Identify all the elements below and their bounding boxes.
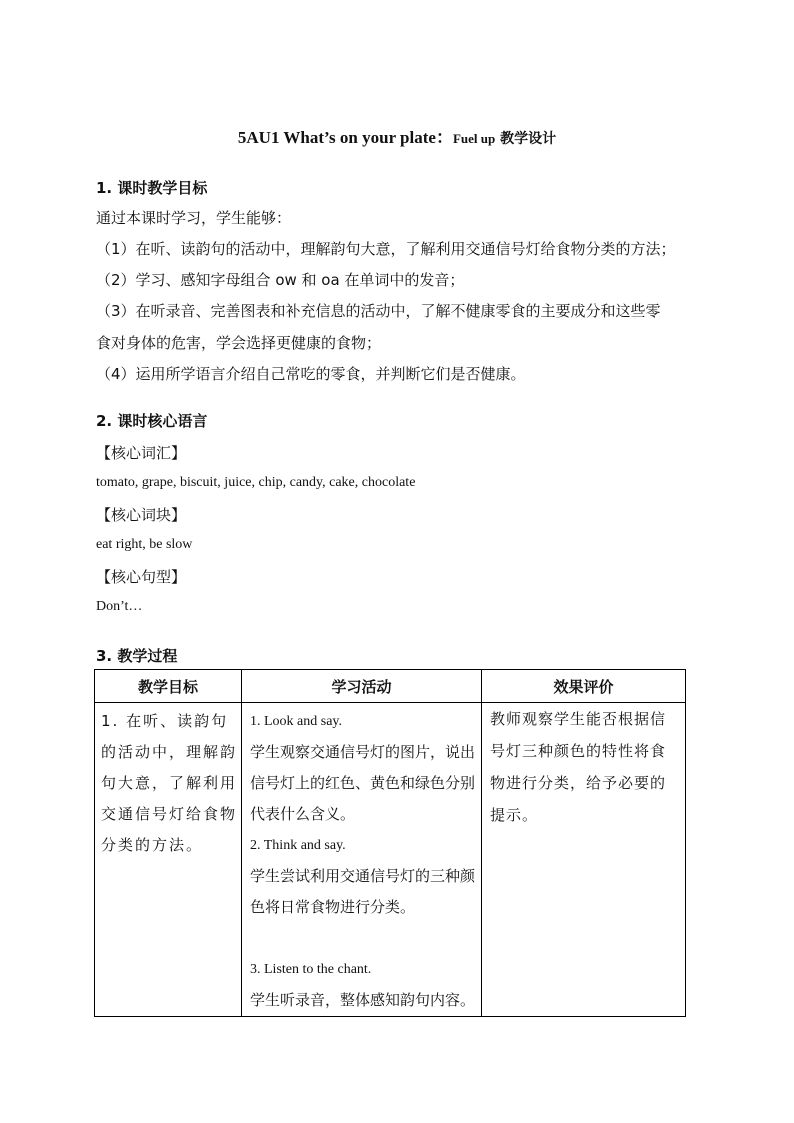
objective-3-cont: 食对身体的危害，学会选择更健康的食物； bbox=[96, 334, 382, 352]
activity-3-desc: 学生听录音，整体感知韵句内容。 bbox=[250, 991, 476, 1009]
pattern-text: Don’t… bbox=[96, 599, 143, 614]
objective-2: （2）学习、感知字母组合 ow 和 oa 在单词中的发音； bbox=[96, 271, 465, 289]
phrase-label: 【核心词块】 bbox=[96, 506, 187, 524]
document-title bbox=[0, 123, 794, 148]
title-sub: Fuel up bbox=[452, 131, 496, 146]
pattern-label: 【核心句型】 bbox=[96, 568, 187, 586]
phrase-list: eat right, be slow bbox=[96, 537, 193, 552]
header-goal: 教学目标 bbox=[95, 670, 242, 703]
section1-intro: 通过本课时学习，学生能够： bbox=[96, 209, 292, 227]
objective-4: （4）运用所学语言介绍自己常吃的零食，并判断它们是否健康。 bbox=[96, 365, 526, 383]
vocab-label: 【核心词汇】 bbox=[96, 444, 187, 462]
activity-2-desc: 学生尝试利用交通信号灯的三种颜色将日常食物进行分类。 bbox=[250, 867, 476, 916]
teaching-process-table bbox=[94, 669, 686, 1017]
section3-heading: 3. 教学过程 bbox=[96, 647, 178, 665]
objective-1: （1）在听、读韵句的活动中，理解韵句大意，了解利用交通信号灯给食物分类的方法； bbox=[96, 240, 676, 258]
evaluation-cell: 教师观察学生能否根据信号灯三种颜色的特性将食物进行分类，给予必要的提示。 bbox=[482, 703, 686, 1017]
header-evaluation: 效果评价 bbox=[482, 670, 686, 703]
activity-2-title: 2. Think and say. bbox=[250, 838, 346, 853]
activity-1-title: 1. Look and say. bbox=[250, 714, 343, 729]
header-activities: 学习活动 bbox=[242, 670, 482, 703]
activity-3-title: 3. Listen to the chant. bbox=[250, 962, 372, 977]
title-cn: 教学设计 bbox=[495, 131, 557, 147]
table-row bbox=[95, 703, 686, 1017]
section1-heading: 1. 课时教学目标 bbox=[96, 179, 208, 197]
activities-cell bbox=[242, 703, 482, 1017]
title-main: 5AU1 What’s on your plate： bbox=[237, 128, 453, 147]
objective-3: （3）在听录音、完善图表和补充信息的活动中，了解不健康零食的主要成分和这些零 bbox=[96, 302, 661, 320]
goal-cell: 1. 在听、读韵句的活动中，理解韵句大意，了解利用交通信号灯给食物分类的方法。 bbox=[95, 703, 242, 1017]
activity-1-desc: 学生观察交通信号灯的图片，说出信号灯上的红色、黄色和绿色分别代表什么含义。 bbox=[250, 743, 476, 823]
vocab-list: tomato, grape, biscuit, juice, chip, candy, cake, chocolate bbox=[96, 475, 416, 490]
section2-heading: 2. 课时核心语言 bbox=[96, 412, 208, 430]
table-header-row bbox=[95, 670, 686, 703]
